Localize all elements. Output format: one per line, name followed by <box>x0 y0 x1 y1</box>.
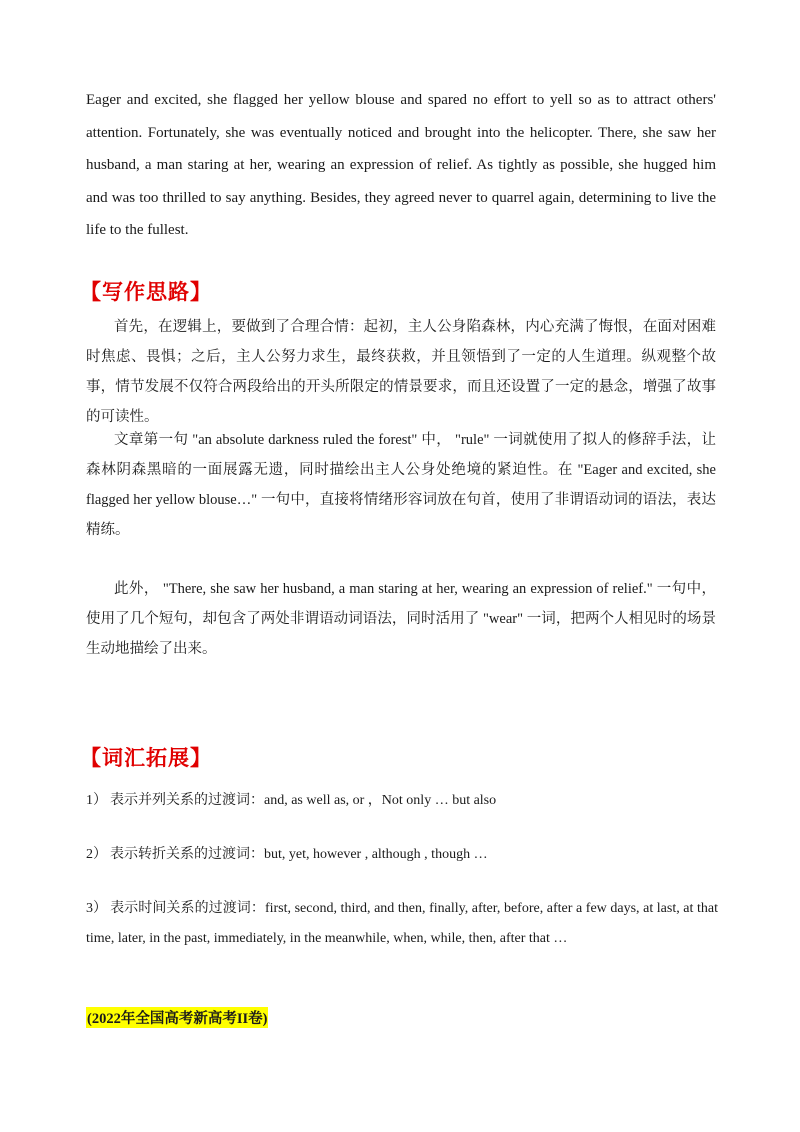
vocab-item-text: 表示并列关系的过渡词：and, as well as, or ，Not only … but also <box>110 793 497 808</box>
writing-ideas-paragraph-2: 文章第一句 "an absolute darkness ruled the forest" 中， "rule" 一词就使用了拟人的修辞手法，让森林阴森黑暗的一面展露无遗，同时描绘出主人公身处绝境的紧迫性。在 "Eager and excited, she flagged her yellow blouse…" 一句中，直接将情绪形容词放在句首，使用了非谓语动词的语法，表达精练。 <box>86 432 716 538</box>
writing-ideas-paragraph-3: 此外， "There, she saw her husband, a man staring at her, wearing an expression of relief." 一句中，使用了几个短句，却包含了两处非谓语动词语法，同时活用了 "wear" 一词，把两个人相见时的场景生动地描绘了出来。 <box>86 581 716 657</box>
vocab-item-3 <box>86 894 718 954</box>
vocab-item-number: 2） <box>86 847 107 862</box>
vocab-item-text: 表示转折关系的过渡词：but, yet, however , although , though … <box>110 847 488 862</box>
vocab-item-1 <box>86 786 718 816</box>
vocab-item-number: 1） <box>86 793 107 808</box>
writing-ideas-heading: 【写作思路】 <box>80 280 212 304</box>
vocab-item-text: 表示时间关系的过渡词：first, second, third, and then, finally, after, before, after a few days, at last, at that time, later, in the past, immediately, in the meanwhile, when, while, then, after that … <box>86 901 718 946</box>
exam-source-label: (2022年全国高考新高考II卷) <box>86 1007 268 1028</box>
writing-ideas-paragraph-1: 首先，在逻辑上，要做到了合理合情：起初，主人公身陷森林，内心充满了悔恨，在面对困难时焦虑、畏惧；之后，主人公努力求生，最终获救，并且领悟到了一定的人生道理。纵观整个故事，情节发展不仅符合两段给出的开头所限定的情景要求，而且还设置了一定的悬念，增强了故事的可读性。 <box>86 319 716 425</box>
vocabulary-heading: 【词汇拓展】 <box>80 746 212 770</box>
vocab-item-2 <box>86 840 718 870</box>
essay-paragraph: Eager and excited, she flagged her yellow blouse and spared no effort to yell so as to attract others' attention. Fortunately, she was eventually noticed and brought into the helicopter. There, she saw her husband, a man staring at her, wearing an expression of relief. As tightly as possible, she hugged him and was too thrilled to say anything. Besides, they agreed never to quarrel again, determining to live the life to the fullest. <box>86 92 716 238</box>
vocab-item-number: 3） <box>86 901 107 916</box>
